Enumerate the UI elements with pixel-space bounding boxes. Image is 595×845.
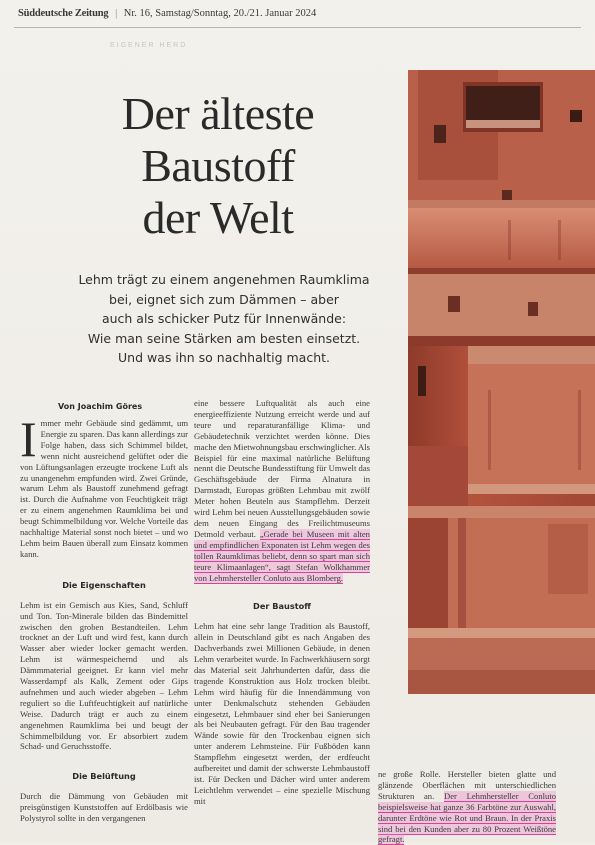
article-lead <box>34 270 414 368</box>
intro-paragraph <box>20 411 188 560</box>
paragraph: Durch die Dämmung von Gebäuden mit preisgünstigen Kunststoffen auf Erdölbasis wie Polystyrol sollte in den vergangenen <box>20 791 188 824</box>
column-1 <box>20 411 188 824</box>
highlighted-passage: Der Lehmhersteller Conluto beispielsweise hat ganze 36 Farbtöne zur Auswahl, darunter Erdtöne wie Rot und Braun. In der Praxis sind bei den Kunden aber zu 80 Prozent Weißtöne gefragt. <box>378 790 557 845</box>
show-through-text: EIGENER HERD <box>110 42 188 49</box>
title-line: Baustoff <box>141 140 295 191</box>
page-header <box>18 8 578 19</box>
clay-building-image <box>408 70 595 694</box>
lead-line: auch als schicker Putz für Innenwände: <box>101 311 347 326</box>
lead-line: Wie man seine Stärken am besten einsetzt. <box>87 330 361 346</box>
paragraph-text: eine bessere Luftqualität als auch eine energieeffiziente Nutzung erreicht werde und auf teure und reparaturanfällige Klima- und Gebäudetechnik verzichtet werden könne. Dies mache den Mietwohnungsbau erschwinglicher. Als Beispiel für eine maximal natürliche Belüftung nennt die Deutsche Bundesstiftung für Umwelt das Geschäftsgebäude der Firma Alnatura in Darmstadt, Europas größten Lehmbau mit zwölf Meter hohen Beuteln aus Stampflehm. Derzeit wird Lehm bei neuen Ausstellungsgebäuden sowie dem neuen Eingang des Freilichtmuseums Detmold verbaut. <box>194 398 370 539</box>
subheading-eigenschaften: Die Eigenschaften <box>62 579 146 590</box>
paragraph <box>194 398 370 583</box>
lead-line: bei, eignet sich zum Dämmen – aber <box>109 291 339 307</box>
subheading-baustoff: Der Baustoff <box>253 601 311 612</box>
paragraph-text: ne große Rolle. Hersteller bieten glatte und glänzende Oberflächen mit unterschiedlichen Strukturen an. <box>378 769 556 801</box>
highlighted-quote: „Gerade bei Museen mit alten und empfindlichen Exponaten ist Lehm wegen des tollen Raumklimas beliebt, denn so spart man sich teure Klimaanlagen“, sagt Stefan Wolkhammer von Lehmhersteller Conluto aus Blomberg. <box>194 528 370 583</box>
title-line: Der älteste <box>121 88 315 139</box>
paragraph: Lehm ist ein Gemisch aus Kies, Sand, Schluff und Ton. Ton-Minerale bilden das Bindemittel zwischen den groben Bestandteilen. Lehm trocknet an der Luft und wird fest, kann durch Wasser aber wieder locker gemacht werden. Lehm ist wärmespeichernd und als Dämmmaterial geeignet. Er kann viel mehr Wasserdampf als Kalk, Zement oder Gips aufnehmen und auch wieder abgeben – Lehm reguliert so die Luftfeuchtigkeit auf natürliche Weise. Dadurch trägt er auch zu einem angenehmen Raumklima bei und beugt der Schimmelbildung vor. Er absorbiert zudem Schad- und Geruchsstoffe. <box>20 599 188 752</box>
header-separator: | <box>115 8 118 19</box>
article-title <box>58 88 378 244</box>
author-byline: Von Joachim Göres <box>58 402 143 411</box>
paragraph <box>378 769 556 845</box>
subheading-belueftung: Die Belüftung <box>72 771 136 782</box>
header-rule <box>14 27 581 28</box>
intro-text: mmer mehr Gebäude sind gedämmt, um Energie zu sparen. Das kann allerdings zur Folge haben, dass sich Schimmel bildet, wenn nicht ausreichend gelüftet oder die von Lüftungsanlagen erzeugte trockene Luft als zu unangenehm empfunden wird. Zwei Gründe, warum Lehm als Baustoff zunehmend gefragt ist. Durch die Aufnahme von Feuchtigkeit trägt er zu einem angenehmen Raumklima bei und beugt Schimmelbildung vor. Welche Vorteile das nachhaltige Material sonst noch bietet – und wo Lehm beim Bauen überall zum Einsatz kommen kann. <box>20 418 188 559</box>
paragraph: Lehm hat eine sehr lange Tradition als Baustoff, allein in Deutschland gibt es nach Angaben des Dachverbands zwei Millionen Gebäude, in denen Lehm verarbeitet wurde. In Fachwerkhäusern sorgt das Material seit Jahrhunderten dafür, dass die tragende Konstruktion aus Holz trocken bleibt. Lehm wird häufig für die Innendämmung von unter Denkmalschutz stehenden Gebäuden eingesetzt, Lehmbauer sind eher bei Sanierungen als bei Neubauten gefragt. Für den Bau tragender Wände sowie für den Trockenbau eignen sich unter anderem Lehmsteine. Für Fußböden kann Stampflehm eingesetzt werden, der erdfeucht aufbereitet und damit der schwerste Lehmbaustoff ist. Für Decken und Dächer wird unter anderem Leichtlehm verwendet – eine spezielle Mischung mit <box>194 621 370 806</box>
issue-info: Nr. 16, Samstag/Sonntag, 20./21. Januar 2024 <box>123 8 317 19</box>
column-2 <box>194 398 370 807</box>
newspaper-name: Süddeutsche Zeitung <box>18 8 109 19</box>
column-3 <box>378 769 556 845</box>
kasbah-clay-photo <box>408 70 595 694</box>
title-line: der Welt <box>142 192 294 243</box>
drop-cap: I <box>20 411 37 467</box>
lead-line: Lehm trägt zu einem angenehmen Raumklima <box>78 272 370 287</box>
lead-line: Und was ihn so nachhaltig macht. <box>118 350 330 365</box>
